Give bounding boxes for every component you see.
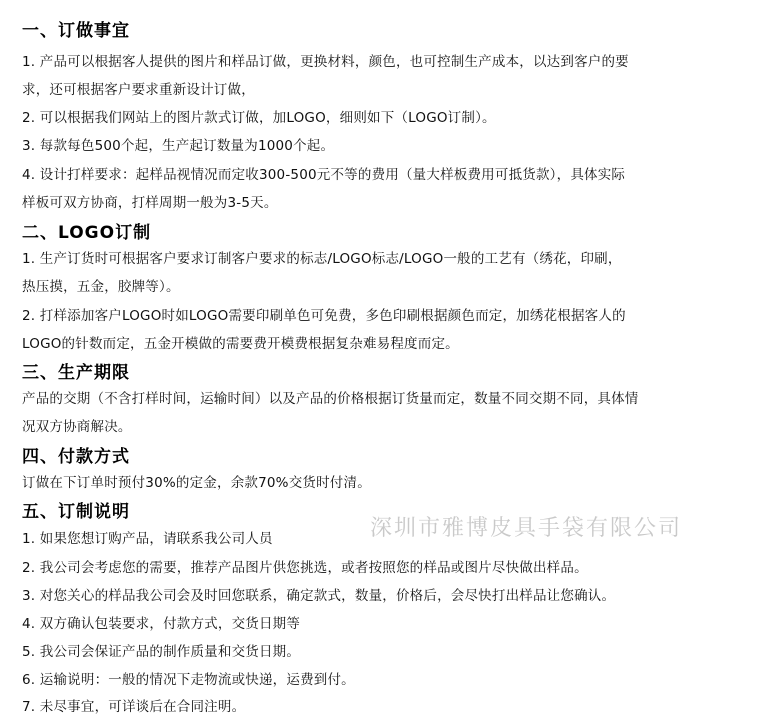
logo-line-4: LOGO的针数而定，五金开模做的需要费开模费根据复杂难易程度而定。	[22, 336, 459, 352]
customization-line-3: 3. 对您关心的样品我公司会及时回您联系，确定款式，数量，价格后，会尽快打出样品让您确认。	[22, 588, 616, 604]
section-title-payment: 四、付款方式	[22, 447, 130, 467]
ordering-line-5: 4. 设计打样要求：起样品视情况而定收300-500元不等的费用（量大样板费用可抵货款），具体实际	[22, 167, 626, 183]
ordering-line-3: 2. 可以根据我们网站上的图片款式订做，加LOGO，细则如下（LOGO订制）。	[22, 110, 496, 126]
logo-line-2: 热压摸，五金，胶牌等）。	[22, 279, 180, 295]
customization-line-5: 5. 我公司会保证产品的制作质量和交货日期。	[22, 644, 301, 660]
customization-line-4: 4. 双方确认包装要求，付款方式，交货日期等	[22, 616, 301, 632]
section-title-ordering: 一、订做事宜	[22, 21, 130, 41]
production-line-1: 产品的交期（不含打样时间，运输时间）以及产品的价格根据订货量而定，数量不同交期不同，具体情	[22, 391, 639, 407]
customization-line-1: 1. 如果您想订购产品，请联系我公司人员	[22, 531, 273, 547]
ordering-line-4: 3. 每款每色500个起，生产起订数量为1000个起。	[22, 138, 335, 154]
ordering-line-1: 1. 产品可以根据客人提供的图片和样品订做，更换材料，颜色，也可控制生产成本，以达到客户的要	[22, 54, 629, 70]
customization-line-6: 6. 运输说明：一般的情况下走物流或快递，运费到付。	[22, 672, 355, 688]
logo-line-1: 1. 生产订货时可根据客户要求订制客户要求的标志/LOGO标志/LOGO一般的工艺有（绣花，印刷，	[22, 251, 622, 267]
customization-line-2: 2. 我公司会考虑您的需要，推荐产品图片供您挑选，或者按照您的样品或图片尽快做出样品。	[22, 560, 588, 576]
payment-line-1: 订做在下订单时预付30%的定金，余款70%交货时付清。	[22, 475, 371, 491]
ordering-line-6: 样板可双方协商，打样周期一般为3-5天。	[22, 195, 278, 211]
section-title-customization: 五、订制说明	[22, 502, 130, 522]
section-title-logo: 二、LOGO订制	[22, 223, 152, 243]
ordering-line-2: 求，还可根据客户要求重新设计订做，	[22, 82, 255, 98]
section-title-production-period: 三、生产期限	[22, 363, 130, 383]
logo-line-3: 2. 打样添加客户LOGO时如LOGO需要印刷单色可免费，多色印刷根据颜色而定，加绣花根据客人的	[22, 308, 626, 324]
customization-line-7: 7. 未尽事宜，可详谈后在合同注明。	[22, 699, 246, 715]
production-line-2: 况双方协商解决。	[22, 419, 132, 435]
company-watermark: 深圳市雅博皮具手袋有限公司	[370, 516, 683, 541]
